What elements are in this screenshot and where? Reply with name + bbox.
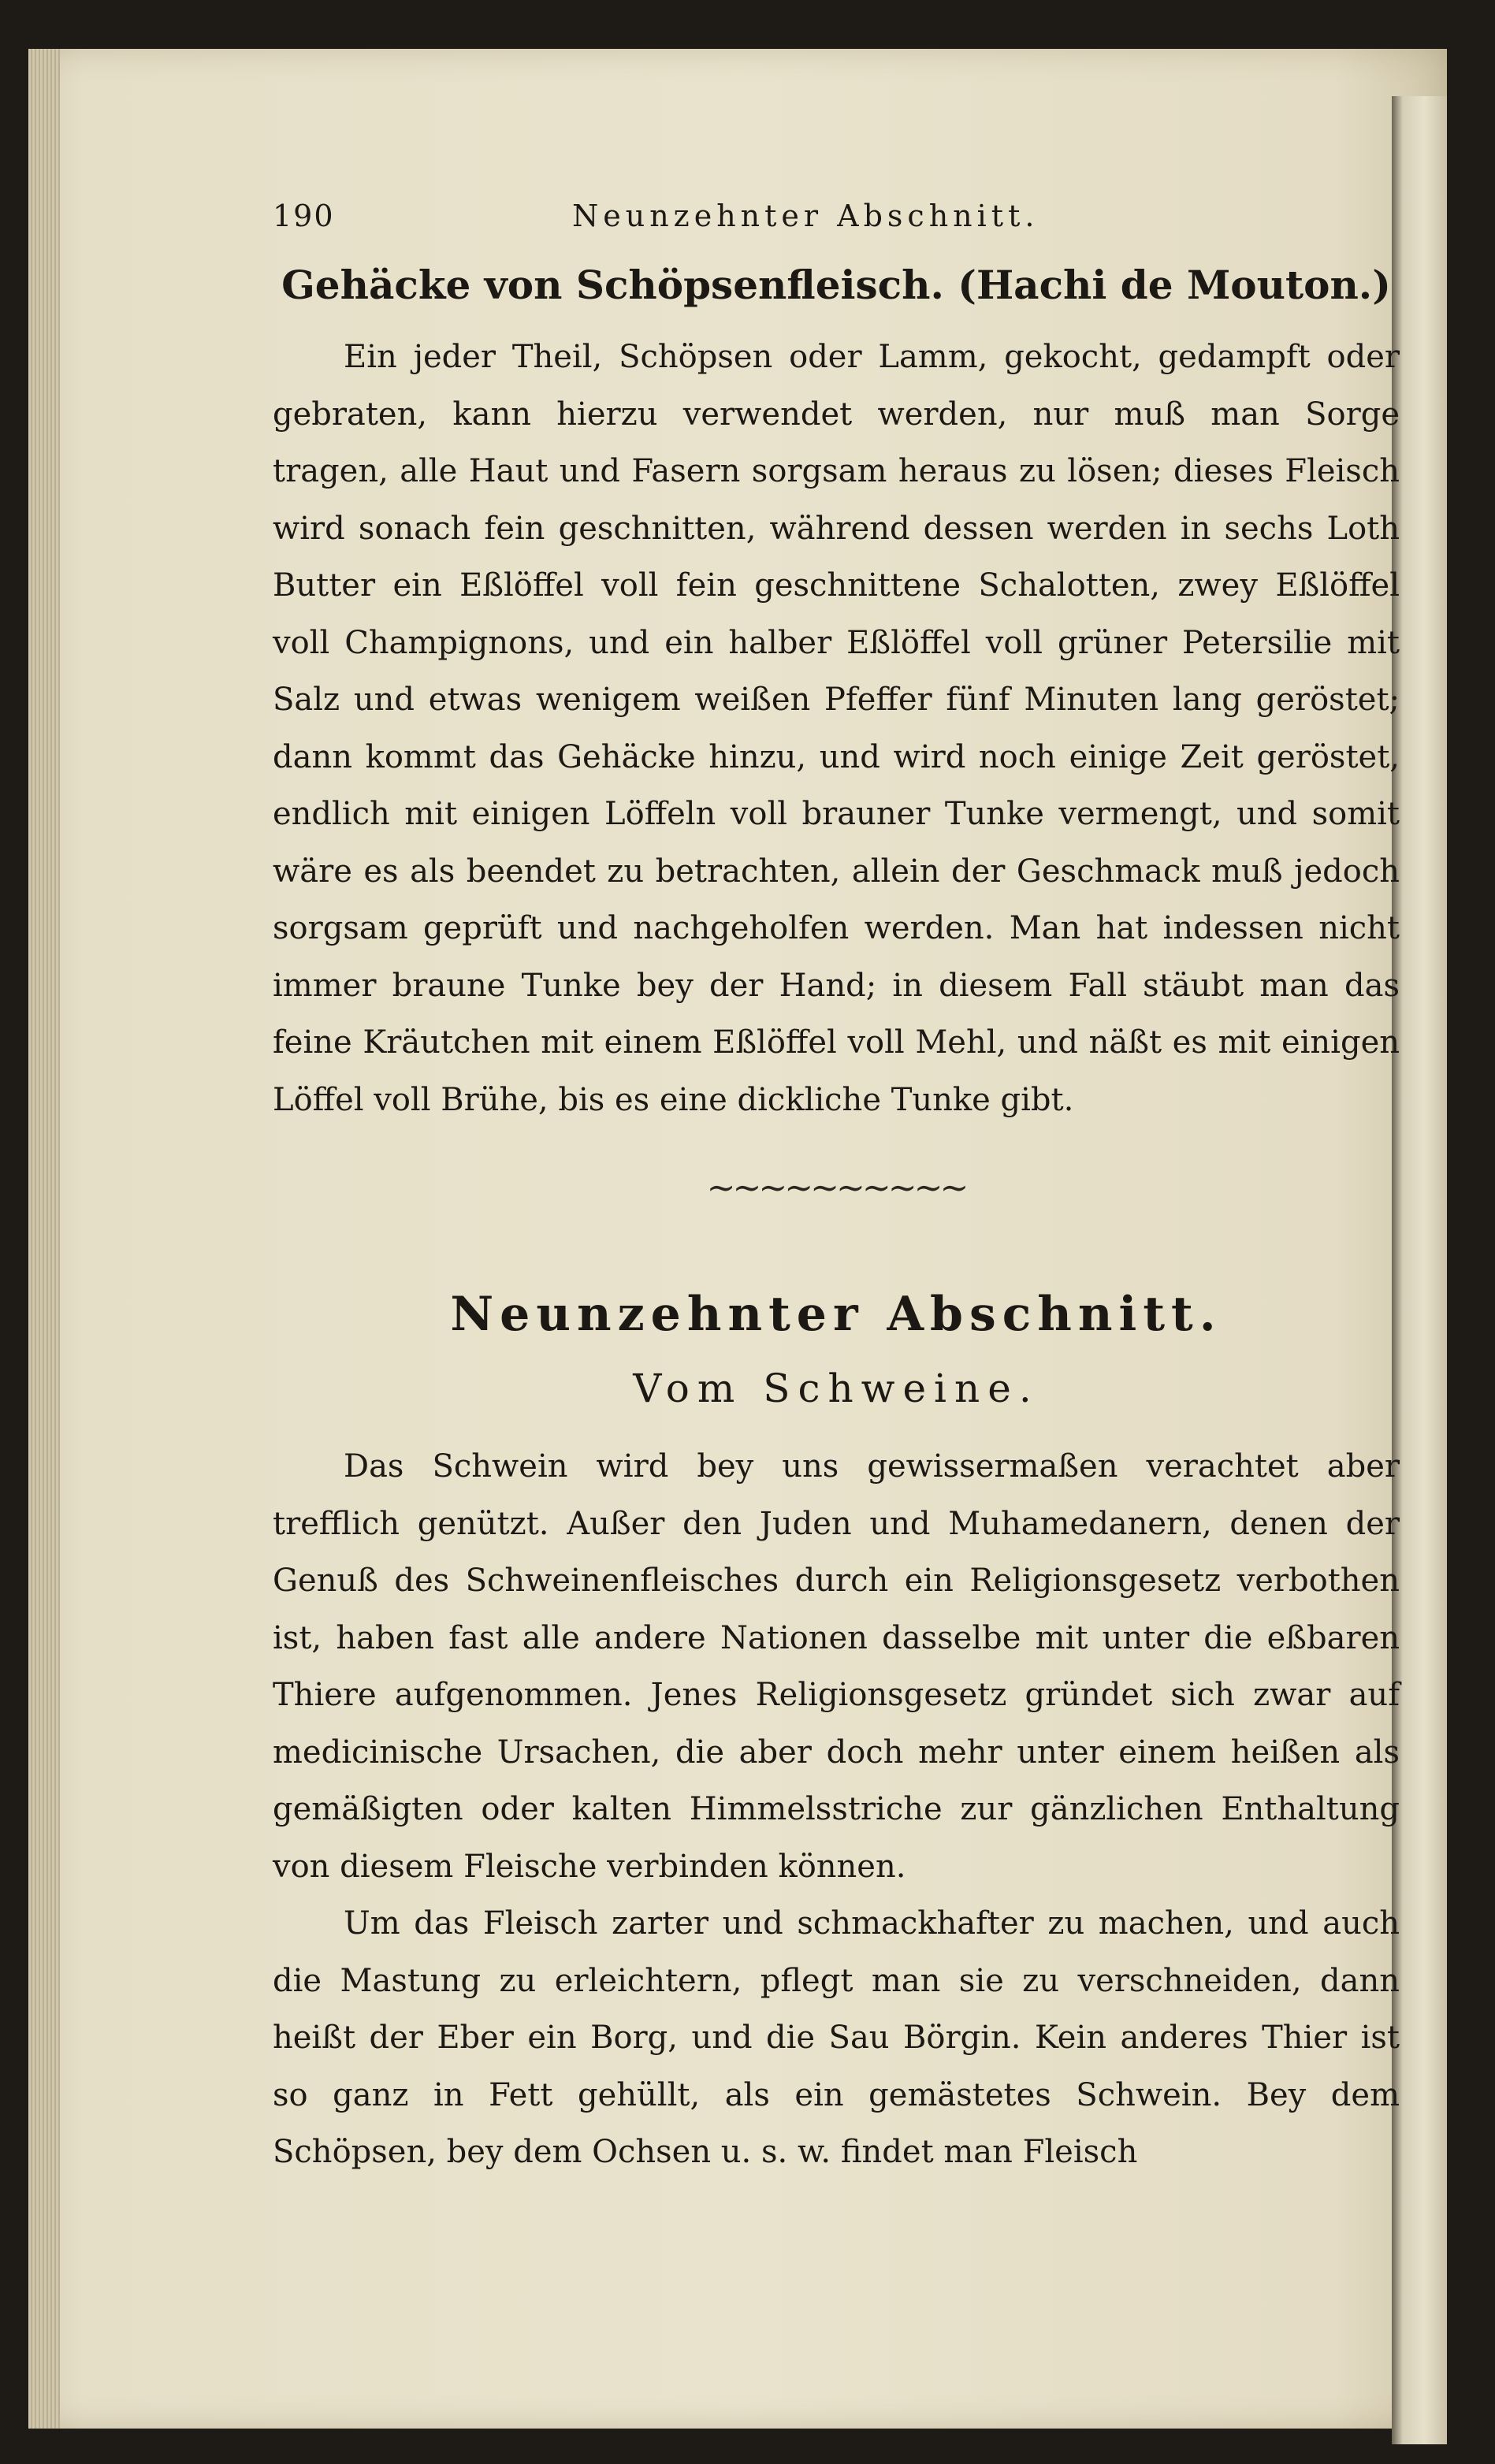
chapter-subtitle: Vom Schweine. xyxy=(633,1366,1039,1411)
running-title: Neunzehnter Abschnitt. xyxy=(572,199,1039,233)
text-column xyxy=(273,199,1400,2181)
running-header xyxy=(273,199,1400,254)
chapter-paragraph-2: Um das Fleisch zarter und schmackhafter zu machen, und auch die Mastung zu erleichtern, pflegt man sie zu verschneiden, dann heißt der Eber ein Borg, und die Sau Börgin. Kein anderes Thier ist so ganz in Fett gehüllt, als ein gemästetes Schwein. Bey dem Schöpsen, bey dem Ochsen u. s. w. findet man Fleisch xyxy=(273,1905,1400,2170)
page-edge xyxy=(28,49,60,2429)
recipe-paragraph: Ein jeder Theil, Schöpsen oder Lamm, gekocht, gedampft oder gebraten, kann hierzu verwendet werden, nur muß man Sorge tragen, alle Haut und Fasern sorgsam heraus zu lösen; dieses Fleisch wird sonach fein geschnitten, während dessen werden in sechs Loth Butter ein Eßlöffel voll fein geschnittene Schalotten, zwey Eßlöffel voll Champignons, und ein halber Eßlöffel voll grüner Petersilie mit Salz und etwas wenigem weißen Pfeffer fünf Minuten lang geröstet; dann kommt das Gehäcke hinzu, und wird noch einige Zeit geröstet, endlich mit einigen Löffeln voll brauner Tunke vermengt, und somit wäre es als beendet zu betrachten, allein der Geschmack muß jedoch sorgsam geprüft und nachgeholfen werden. Man hat indessen nicht immer braune Tunke bey der Hand; in diesem Fall stäubt man das feine Kräutchen mit einem Eßlöffel voll Mehl, und näßt es mit einigen Löffel voll Brühe, bis es eine dickliche Tunke gibt. xyxy=(273,339,1400,1118)
adjacent-page-edge xyxy=(1392,96,1447,2444)
chapter-title: Neunzehnter Abschnitt. xyxy=(450,1287,1222,1342)
recipe-title: Gehäcke von Schöpsenfleisch. (Hachi de Mouton.) xyxy=(281,262,1391,308)
page-number: 190 xyxy=(273,199,335,233)
book-page xyxy=(28,49,1447,2429)
section-ornament: ~~~~~~~~~~ xyxy=(706,1168,966,1208)
chapter-paragraph-1: Das Schwein wird bey uns gewissermaßen verachtet aber trefflich genützt. Außer den Juden und Muhamedanern, denen der Genuß des Schweinenfleisches durch ein Religionsgesetz verbothen ist, haben fast alle andere Nationen dasselbe mit unter die eßbaren Thiere aufgenommen. Jenes Religionsgesetz gründet sich zwar auf medicinische Ursachen, die aber doch mehr unter einem heißen als gemäßigten oder kalten Himmelsstriche zur gänzlichen Enthaltung von diesem Fleische verbinden können. xyxy=(273,1448,1400,1885)
